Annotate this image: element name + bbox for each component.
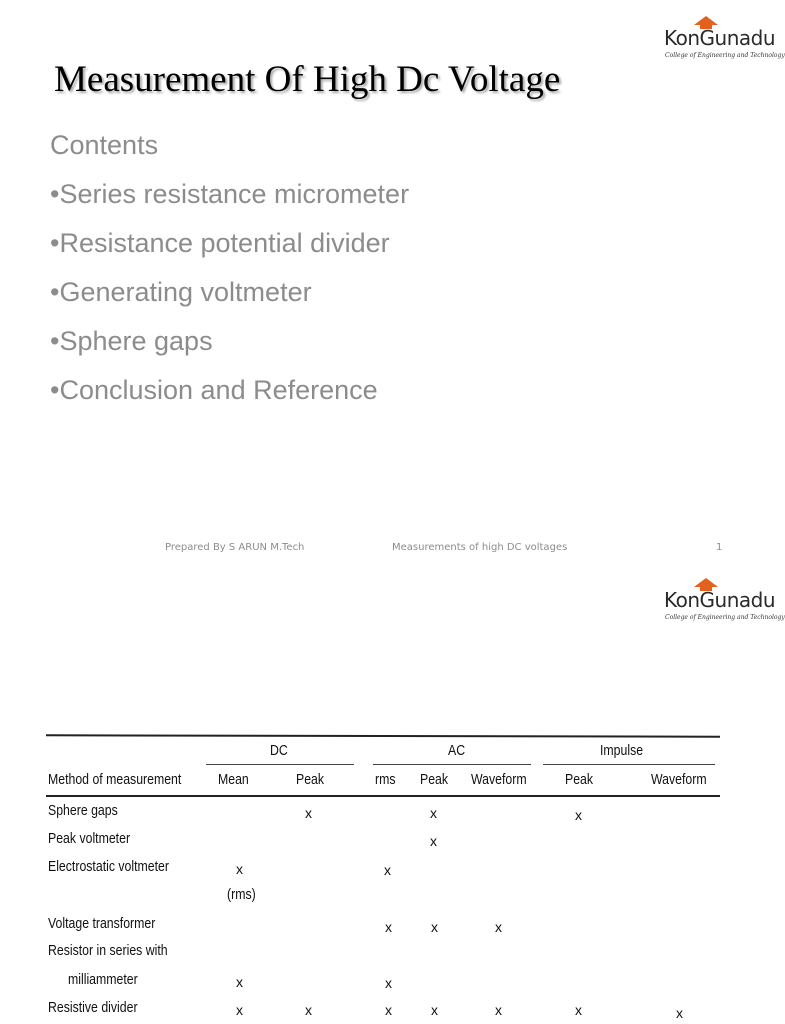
contents-item: •Sphere gaps — [50, 326, 213, 356]
table-mark: x — [385, 975, 392, 991]
table-mark: x — [676, 1005, 683, 1021]
impulse-group-rule — [543, 764, 715, 765]
logo-tagline: College of Engineering and Technology — [665, 52, 785, 59]
subheader-dc-mean: Mean — [218, 771, 249, 788]
table-mark: x — [236, 974, 243, 990]
logo-name: KonGunadu — [664, 26, 776, 50]
subheader-ac-rms: rms — [375, 771, 396, 788]
subheader-ac-waveform: Waveform — [471, 771, 527, 788]
row-label-milliammeter: milliammeter — [68, 971, 138, 988]
contents-list — [50, 126, 409, 420]
table-mark: x — [236, 1002, 243, 1018]
row-label-electrostatic-voltmeter: Electrostatic voltmeter — [48, 858, 169, 875]
table-mark: x — [384, 862, 391, 878]
table-mark: x — [385, 919, 392, 935]
group-header-dc: DC — [270, 742, 288, 759]
table-mark: x — [575, 807, 582, 823]
subheader-dc-peak: Peak — [296, 771, 325, 788]
contents-item: •Resistance potential divider — [50, 228, 390, 258]
group-header-impulse: Impulse — [600, 742, 644, 759]
table-mark: x — [495, 1002, 502, 1018]
footer-author: Prepared By S ARUN M.Tech — [165, 542, 305, 553]
row-label-sphere-gaps: Sphere gaps — [48, 802, 118, 819]
table-mark: x — [236, 861, 243, 877]
logo-name: KonGunadu — [664, 588, 776, 612]
slide-title: Measurement Of High Dc Voltage — [54, 59, 561, 100]
subheader-impulse-peak: Peak — [565, 771, 594, 788]
table-mark: x — [430, 805, 437, 821]
row-label-voltage-transformer: Voltage transformer — [48, 915, 156, 932]
row-label-resistive-divider: Resistive divider — [48, 999, 138, 1016]
group-header-ac: AC — [448, 742, 466, 759]
college-logo — [664, 578, 785, 626]
dc-group-rule — [206, 764, 354, 765]
subheader-impulse-waveform: Waveform — [651, 771, 707, 788]
college-logo — [664, 16, 785, 64]
table-mark: x — [385, 1002, 392, 1018]
header-bottom-rule — [46, 795, 720, 797]
ac-group-rule — [373, 764, 531, 765]
contents-item: •Generating voltmeter — [50, 277, 312, 307]
method-header: Method of measurement — [48, 771, 182, 788]
footer-topic: Measurements of high DC voltages — [392, 542, 568, 553]
row-label-peak-voltmeter: Peak voltmeter — [48, 830, 131, 847]
contents-item: •Series resistance micrometer — [50, 179, 410, 209]
table-mark: x — [305, 805, 312, 821]
table-mark: x — [575, 1002, 582, 1018]
table-mark: x — [431, 919, 438, 935]
table-mark: x — [495, 919, 502, 935]
table-mark: x — [430, 833, 437, 849]
subheader-ac-peak: Peak — [420, 771, 449, 788]
logo-tagline: College of Engineering and Technology — [665, 614, 785, 621]
table-mark: x — [305, 1002, 312, 1018]
contents-item: Contents — [50, 130, 159, 160]
contents-item: •Conclusion and Reference — [50, 375, 378, 405]
row-label-resistor-series: Resistor in series with — [48, 942, 168, 959]
table-mark: x — [431, 1002, 438, 1018]
row-note-rms: (rms) — [227, 886, 256, 903]
footer-page-number: 1 — [716, 542, 723, 553]
